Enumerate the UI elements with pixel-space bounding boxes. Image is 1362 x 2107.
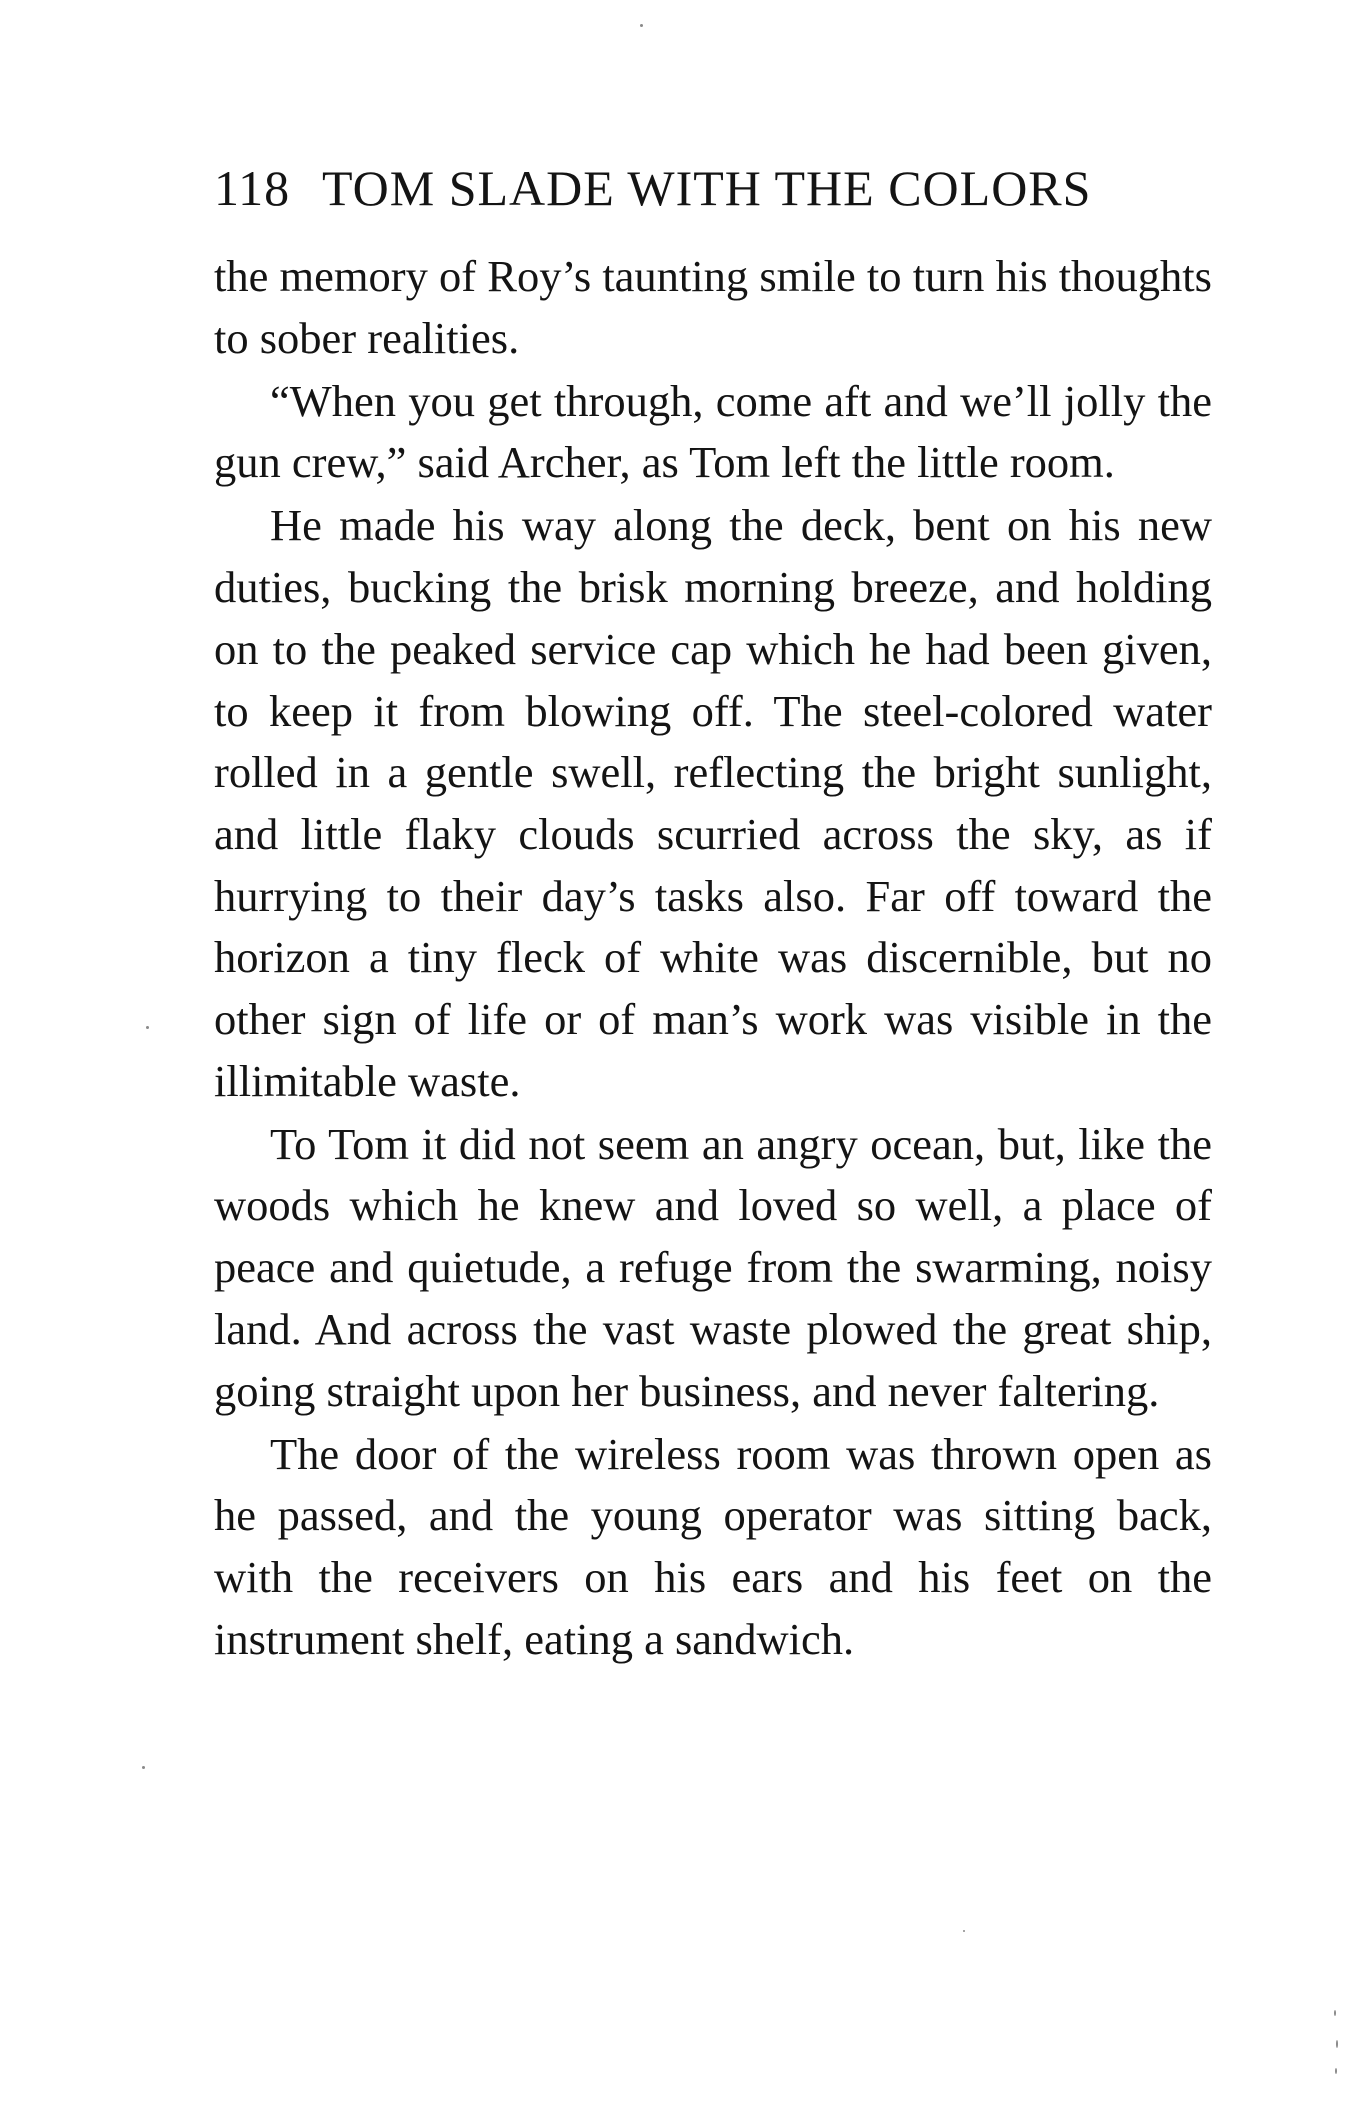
paper-speck xyxy=(640,24,643,27)
paper-speck xyxy=(1336,2040,1338,2048)
paper-speck xyxy=(963,1930,965,1932)
paper-speck xyxy=(1334,2010,1336,2016)
running-head xyxy=(214,158,1214,218)
page-number: 118 xyxy=(214,160,291,216)
paragraph: To Tom it did not seem an angry ocean, but, like the woods which he knew and loved so well, a place of peace and quietude, a refuge from the swarming, noisy land. And across the vast waste plowed the great ship, going straight upon her business, and never faltering. xyxy=(214,1118,1212,1416)
running-title: TOM SLADE WITH THE COLORS xyxy=(322,160,1092,216)
paper-speck xyxy=(142,1766,145,1769)
paragraph: He made his way along the deck, bent on his new duties, bucking the brisk morning breeze, and holding on to the peaked service cap which he had been given, to keep it from blowing off. The steel-colored water rolled in a gentle swell, reflecting the bright sunlight, and little flaky clouds scurried across the sky, as if hurrying to their day’s tasks also. Far off toward the horizon a tiny fleck of white was discernible, but no other sign of life or of man’s work was visible in the illimitable waste. xyxy=(214,500,1212,1106)
paragraph-continued: the memory of Roy’s taunting smile to turn his thoughts to sober realities. xyxy=(214,251,1212,363)
paragraph: “When you get through, come aft and we’ll jolly the gun crew,” said Archer, as Tom left the little room. xyxy=(214,375,1212,488)
paper-speck xyxy=(1335,2068,1337,2074)
paper-speck xyxy=(146,1026,149,1029)
body-text xyxy=(214,246,1212,1670)
paragraph: The door of the wireless room was thrown open as he passed, and the young operator was sitting back, with the receivers on his ears and his feet on the instrument shelf, eating a sandwich. xyxy=(214,1428,1212,1664)
